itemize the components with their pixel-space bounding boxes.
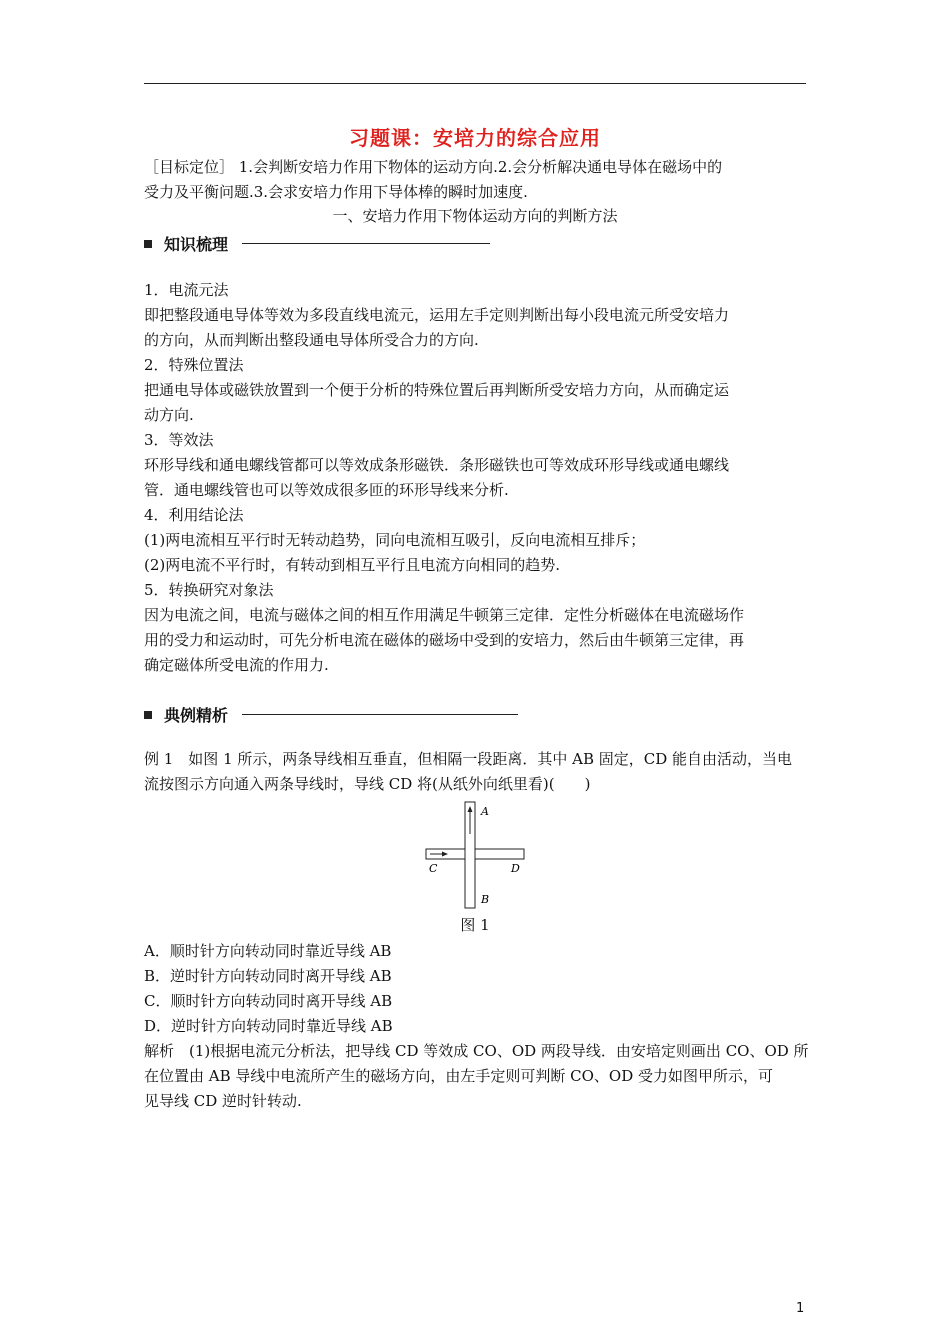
label-a: A	[481, 805, 489, 818]
method-4-title: 4．利用结论法	[144, 506, 244, 524]
method-3-title: 3．等效法	[144, 431, 214, 449]
goal-line-2: 受力及平衡问题.3.会求安培力作用下导体棒的瞬时加速度.	[144, 183, 528, 201]
method-2-line-1: 把通电导体或磁铁放置到一个便于分析的特殊位置后再判断所受安培力方向，从而确定运	[144, 381, 730, 399]
page-number: 1	[796, 1301, 805, 1316]
method-5-line-1: 因为电流之间，电流与磁体之间的相互作用满足牛顿第三定律．定性分析磁体在电流磁场作	[144, 606, 745, 624]
method-1-line-2: 的方向，从而判断出整段通电导体所受合力的方向.	[144, 331, 479, 349]
label-c: C	[429, 862, 438, 875]
method-3-line-1: 环形导线和通电螺线管都可以等效成条形磁铁．条形磁铁也可等效成环形导线或通电螺线	[144, 456, 730, 474]
section-heading-examples	[144, 703, 518, 726]
option-c: C．顺时针方向转动同时离开导线 AB	[144, 992, 393, 1010]
method-5-line-2: 用的受力和运动时，可先分析电流在磁体的磁场中受到的安培力，然后由牛顿第三定律，再	[144, 631, 745, 649]
option-a: A．顺时针方向转动同时靠近导线 AB	[144, 942, 392, 960]
section-rule	[242, 714, 518, 715]
analysis-line-3: 见导线 CD 逆时针转动.	[144, 1092, 302, 1110]
method-4-line-2: (2)两电流不平行时，有转动到相互平行且电流方向相同的趋势.	[144, 556, 561, 574]
crossed-wires-figure	[420, 800, 530, 910]
figure-caption: 图 1	[460, 916, 490, 934]
label-d: D	[511, 862, 520, 875]
method-2-line-2: 动方向.	[144, 406, 194, 424]
page-title: 习题课：安培力的综合应用	[349, 126, 601, 150]
part-heading: 一、安培力作用下物体运动方向的判断方法	[332, 207, 618, 225]
method-5-line-3: 确定磁体所受电流的作用力.	[144, 656, 329, 674]
section-rule	[242, 243, 490, 244]
method-5-title: 5．转换研究对象法	[144, 581, 274, 599]
square-bullet-icon	[144, 711, 152, 719]
method-2-title: 2．特殊位置法	[144, 356, 244, 374]
section-title: 典例精析	[164, 706, 229, 725]
example-line-2: 流按图示方向通入两条导线时，导线 CD 将(从纸外向纸里看)( )	[144, 775, 591, 793]
section-heading-knowledge	[144, 232, 490, 255]
square-bullet-icon	[144, 240, 152, 248]
analysis-line-2: 在位置由 AB 导线中电流所产生的磁场方向，由左手定则可判断 CO、OD 受力如图甲所示，可	[144, 1067, 774, 1085]
method-4-line-1: (1)两电流相互平行时无转动趋势，同向电流相互吸引，反向电流相互排斥；	[144, 531, 646, 549]
example-line-1: 例 1 如图 1 所示，两条导线相互垂直，但相隔一段距离．其中 AB 固定，CD 能自由活动，当电	[144, 750, 793, 768]
option-d: D．逆时针方向转动同时靠近导线 AB	[144, 1017, 393, 1035]
method-1-title: 1．电流元法	[144, 281, 229, 299]
analysis-line-1: 解析 (1)根据电流元分析法，把导线 CD 等效成 CO、OD 两段导线．由安培定则画出 CO、OD 所	[144, 1042, 809, 1060]
goal-line-1: ［目标定位］ 1.会判断安培力作用下物体的运动方向.2.会分析解决通电导体在磁场中的	[144, 158, 723, 176]
section-title: 知识梳理	[164, 235, 229, 254]
label-b: B	[481, 893, 490, 906]
method-1-line-1: 即把整段通电导体等效为多段直线电流元，运用左手定则判断出每小段电流元所受安培力	[144, 306, 730, 324]
method-3-line-2: 管．通电螺线管也可以等效成很多匝的环形导线来分析.	[144, 481, 509, 499]
option-b: B．逆时针方向转动同时离开导线 AB	[144, 967, 392, 985]
header-rule	[144, 83, 806, 84]
